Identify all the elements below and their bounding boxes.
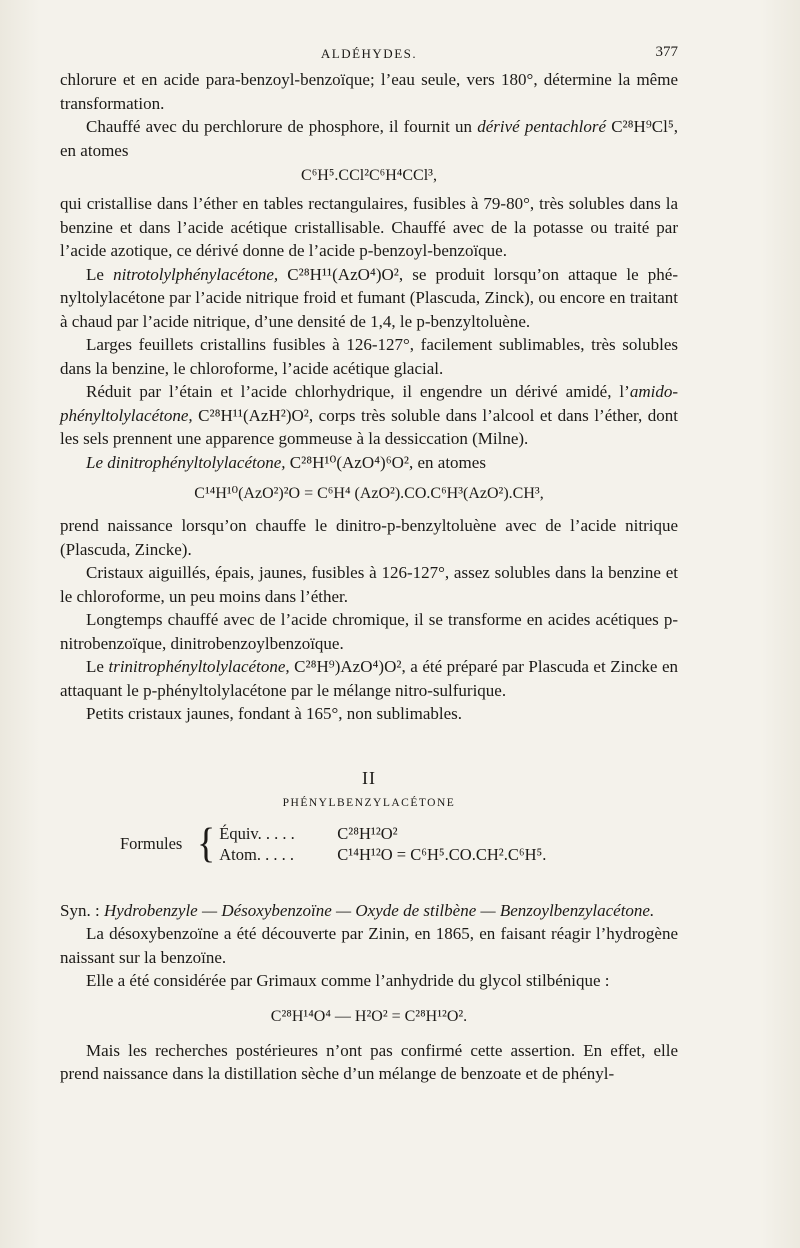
- formula: C⁶H⁵.CCl²C⁶H⁴CCl³,: [301, 167, 437, 184]
- formula-row-atom: Atom. . . . . C¹⁴H¹²O = C⁶H⁵.CO.CH².C⁶H⁵.: [219, 844, 547, 864]
- formula-row-equiv: Équiv. . . . . C²⁸H¹²O²: [219, 823, 398, 843]
- paragraph: Mais les recherches postérieures n’ont pas confirmé cette assertion. En effet, elle prend naissance dans la distillation sèche d’un mélange de benzoate et de phényl-: [60, 1040, 678, 1083]
- paragraph: prend naissance lorsqu’on chauffe le dinitro-p-benzyltoluène avec de l’acide nitrique (Plascuda, Zincke).: [60, 516, 678, 559]
- paragraph: Chauffé avec du perchlorure de phosphore, il fournit un dérivé pentachloré C²⁸H⁹Cl⁵, en atomes: [60, 117, 678, 160]
- section-title: PHÉNYLBENZYLACÉTONE: [282, 796, 456, 809]
- paragraph: Le trinitrophényltolylacétone, C²⁸H⁹)AzO⁴)O², a été préparé par Plascuda et Zincke en attaquant le p-phényltolylacétone par le mélange nitro-sulfurique.: [60, 657, 678, 700]
- paragraph: Larges feuillets cristallins fusibles à 126-127°, facilement sublimables, très solubles dans la benzine, le chloroforme, l’acide acétique glacial.: [60, 335, 678, 378]
- running-head: [60, 42, 678, 68]
- paragraph: Cristaux aiguillés, épais, jaunes, fusibles à 126-127°, assez solubles dans la benzine et le chloroforme, un peu moins dans l’éther.: [60, 563, 678, 606]
- paragraph: Le nitrotolylphénylacétone, C²⁸H¹¹(AzO⁴)O², se produit lorsqu’on attaque le phényltolylacétone par l’acide nitrique froid et fumant (Plascuda, Zinck), ou encore en traitant à chaud par l’acide nitrique, d’une densité de 1,4, le p-benzyltoluène.: [60, 264, 678, 331]
- section-number: II: [362, 767, 376, 788]
- running-title: ALDÉHYDES.: [320, 46, 418, 61]
- paragraph: qui cristallise dans l’éther en tables rectangulaires, fusibles à 79-80°, très solubles dans la benzine et dans l’acide acétique cristallisable. Chauffé avec de la potasse ou traité par l’acide azotique, ce dérivé donne de l’acide p-benzoyl-benzoïque.: [60, 194, 678, 260]
- formulas-label: Formules: [120, 833, 183, 853]
- paragraph: Réduit par l’étain et l’acide chlorhydrique, il engendre un dérivé amidé, l’amidophényltolylacétone, C²⁸H¹¹(AzH²)O², corps très soluble dans l’alcool et dans l’éther, dont les sels prennent une apparence gommeuse à la dessiccation (Milne).: [60, 382, 678, 448]
- paragraph: Petits cristaux jaunes, fondant à 165°, non sublimables.: [86, 704, 463, 723]
- brace: {: [197, 820, 216, 867]
- formulas-block: [120, 820, 678, 867]
- synonyms: Syn. : Hydrobenzyle — Désoxybenzoïne — Oxyde de stilbène — Benzoylbenzylacétone.: [60, 900, 655, 920]
- paragraph: Le dinitrophényltolylacétone, C²⁸H¹⁰(AzO⁴)⁶O², en atomes: [86, 452, 486, 472]
- paragraph: Elle a été considérée par Grimaux comme l’anhydride du glycol stilbénique :: [86, 971, 610, 990]
- paragraph: Longtemps chauffé avec de l’acide chromique, il se transforme en acides acétiques p-nitrobenzoïque, dinitrobenzoylbenzoïque.: [60, 610, 678, 653]
- paragraph: chlorure et en acide para-benzoyl-benzoïque; l’eau seule, vers 180°, détermine la même transformation.: [60, 70, 678, 113]
- formula: C¹⁴H¹⁰(AzO²)²O = C⁶H⁴ (AzO²).CO.C⁶H³(AzO²).CH³,: [194, 485, 544, 502]
- page-number: 377: [655, 44, 678, 60]
- paragraph: La désoxybenzoïne a été découverte par Zinin, en 1865, en faisant réagir l’hydrogène naissant sur la benzoïne.: [60, 924, 678, 967]
- formula: C²⁸H¹⁴O⁴ — H²O² = C²⁸H¹²O².: [270, 1007, 468, 1025]
